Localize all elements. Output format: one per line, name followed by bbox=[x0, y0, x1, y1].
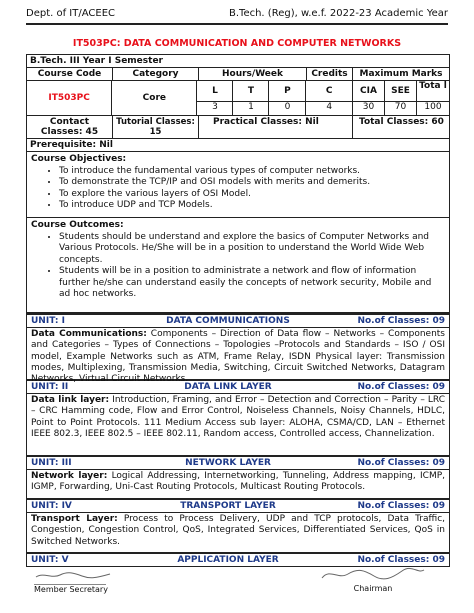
unit-number: UNIT: V bbox=[31, 555, 69, 565]
category-value: Core bbox=[112, 81, 197, 115]
unit-text: Logical Addressing, Internetworking, Tunneling, Address mapping, ICMP, IGMP, Forwarding, Uni-Cast Routing Protocols, Multicast Routing Protocols. bbox=[31, 471, 445, 493]
credits-grid bbox=[306, 81, 353, 115]
unit-lead: Data link layer: bbox=[31, 395, 110, 405]
unit-content bbox=[27, 470, 449, 498]
unit-title: DATA COMMUNICATIONS bbox=[166, 316, 290, 326]
unit-classes: No.of Classes: 09 bbox=[357, 382, 445, 392]
category-header: Category bbox=[113, 68, 199, 80]
unit-section-5 bbox=[27, 552, 449, 566]
unit-text: Process to Process Delivery, UDP and TCP protocols, Data Traffic, Congestion, Congestion Control, QoS, Integrated Services, Differentiated Services, QoS in Switched Networks. bbox=[31, 514, 446, 547]
outcomes-list bbox=[31, 232, 445, 301]
semester-label: B.Tech. III Year I Semester bbox=[30, 56, 163, 66]
unit-classes: No.of Classes: 09 bbox=[357, 501, 445, 511]
signature-footer bbox=[26, 566, 448, 606]
hours-P-value: 0 bbox=[284, 102, 291, 113]
unit-number: UNIT: IV bbox=[31, 501, 72, 511]
unit-title: NETWORK LAYER bbox=[185, 458, 271, 468]
semester-row bbox=[27, 55, 449, 68]
objective-item: • To introduce UDP and TCP Models. bbox=[59, 200, 445, 212]
chairman-label: Chairman bbox=[353, 584, 393, 593]
unit-title: DATA LINK LAYER bbox=[184, 382, 272, 392]
contact-classes: Contact Classes: 45 bbox=[27, 116, 113, 138]
unit-number: UNIT: II bbox=[31, 382, 69, 392]
unit-title: APPLICATION LAYER bbox=[177, 555, 279, 565]
page-header bbox=[26, 8, 448, 24]
header-rule bbox=[26, 23, 448, 25]
marks-total-value: 100 bbox=[424, 102, 442, 113]
credits-C-header: C bbox=[306, 81, 352, 102]
objective-item: • To demonstrate the TCP/IP and OSI models with merits and demerits. bbox=[59, 177, 445, 189]
hours-T-value: 1 bbox=[233, 102, 269, 115]
unit-number: UNIT: III bbox=[31, 458, 72, 468]
unit-header bbox=[27, 379, 449, 394]
unit-text: Components – Direction of Data flow – Networks – Components and Categories – Types of Connections – Topologies –Protocols and Standards – ISO / OSI model, Example Networks such as ATM, Frame Relay, ISDN Physical layer: Transmission modes, Multiplexing, Transmission Media, Switching, Circuit Switched Networks, Datagram Networks, Virtual Circuit Networks. bbox=[31, 329, 445, 385]
marks-cia-header: CIA bbox=[353, 81, 385, 101]
objectives-row bbox=[27, 152, 449, 218]
unit-classes: No.of Classes: 09 bbox=[357, 555, 445, 565]
unit-header bbox=[27, 313, 449, 328]
prerequisite: Prerequisite: Nil bbox=[30, 140, 113, 150]
unit-header bbox=[27, 455, 449, 470]
member-secretary-label: Member Secretary bbox=[34, 585, 108, 594]
unit-header bbox=[27, 498, 449, 513]
outcomes-title: Course Outcomes: bbox=[31, 220, 124, 230]
unit-classes: No.of Classes: 09 bbox=[357, 458, 445, 468]
unit-content bbox=[27, 394, 449, 455]
unit-title: TRANSPORT LAYER bbox=[180, 501, 276, 511]
department-label: Dept. of IT/ACEEC bbox=[26, 8, 115, 19]
classes-row bbox=[27, 116, 449, 139]
prerequisite-row bbox=[27, 139, 449, 152]
marks-total-header: Tota l bbox=[419, 81, 447, 91]
course-title: IT503PC: DATA COMMUNICATION AND COMPUTER NETWORKS bbox=[72, 38, 402, 49]
unit-content bbox=[27, 513, 449, 552]
course-header-row bbox=[27, 68, 449, 81]
unit-section-3 bbox=[27, 455, 449, 498]
unit-section-2 bbox=[27, 379, 449, 455]
marks-cia-value: 30 bbox=[353, 102, 385, 115]
total-classes: Total Classes: 60 bbox=[359, 117, 444, 127]
tutorial-classes: Tutorial Classes: 15 bbox=[113, 116, 199, 138]
credits-header: Credits bbox=[307, 68, 353, 80]
course-code-header: Course Code bbox=[27, 68, 113, 80]
course-values-row bbox=[27, 81, 449, 116]
chairman-signature bbox=[318, 566, 428, 593]
marks-see-header: SEE bbox=[385, 81, 417, 101]
syllabus-table bbox=[26, 54, 450, 567]
member-secretary-signature bbox=[34, 568, 114, 594]
objectives-title: Course Objectives: bbox=[31, 154, 127, 164]
outcomes-row bbox=[27, 218, 449, 313]
unit-text: Introduction, Framing, and Error – Detection and Correction – Parity – LRC – CRC Hamming code, Flow and Error Control, Noiseless Channels, Noisy Channels, HDLC, Point to Point Protocols. 111 Medium Access sub layer: ALOHA, CSMA/CD, LAN – Ethernet IEEE 802.3, IEEE 802.5 – IEEE 802.11, Random access, Controlled access, Channelization. bbox=[31, 395, 446, 439]
course-code-value: IT503PC bbox=[27, 81, 112, 115]
hours-L-header: L bbox=[197, 81, 233, 101]
marks-grid bbox=[353, 81, 449, 115]
unit-lead: Network layer: bbox=[31, 471, 108, 481]
academic-year-label: B.Tech. (Reg), w.e.f. 2022-23 Academic Year bbox=[229, 8, 448, 19]
hours-T-header: T bbox=[233, 81, 269, 101]
unit-classes: No.of Classes: 09 bbox=[357, 316, 445, 326]
hours-L-value: 3 bbox=[197, 102, 233, 115]
hours-grid bbox=[197, 81, 306, 115]
objective-item: • To introduce the fundamental various types of computer networks. bbox=[59, 166, 445, 178]
outcome-item: • Students will be in a position to administrate a network and flow of information further he/she can understand easily the concepts of network security, Mobile and ad hoc networks. bbox=[59, 266, 445, 301]
unit-section-4 bbox=[27, 498, 449, 552]
hours-P-header: P bbox=[284, 86, 291, 97]
signature-scribble-icon bbox=[34, 568, 114, 582]
unit-lead: Transport Layer: bbox=[31, 514, 118, 524]
unit-content bbox=[27, 328, 449, 385]
max-marks-header: Maximum Marks bbox=[359, 69, 443, 79]
unit-header bbox=[27, 552, 449, 566]
unit-section-1 bbox=[27, 313, 449, 385]
objective-item: • To explore the various layers of OSI Model. bbox=[59, 189, 445, 201]
unit-lead: Data Communications: bbox=[31, 329, 147, 339]
objectives-list bbox=[31, 166, 445, 212]
unit-number: UNIT: I bbox=[31, 316, 65, 326]
marks-see-value: 70 bbox=[385, 102, 417, 115]
hours-header: Hours/Week bbox=[199, 68, 307, 80]
outcome-item: • Students should be understand and explore the basics of Computer Networks and Various Protocols. He/She will be in a position to understand the World Wide Web concepts. bbox=[59, 232, 445, 267]
signature-scribble-icon bbox=[318, 566, 428, 582]
credits-value: 4 bbox=[326, 102, 333, 113]
practical-classes: Practical Classes: Nil bbox=[199, 116, 353, 138]
